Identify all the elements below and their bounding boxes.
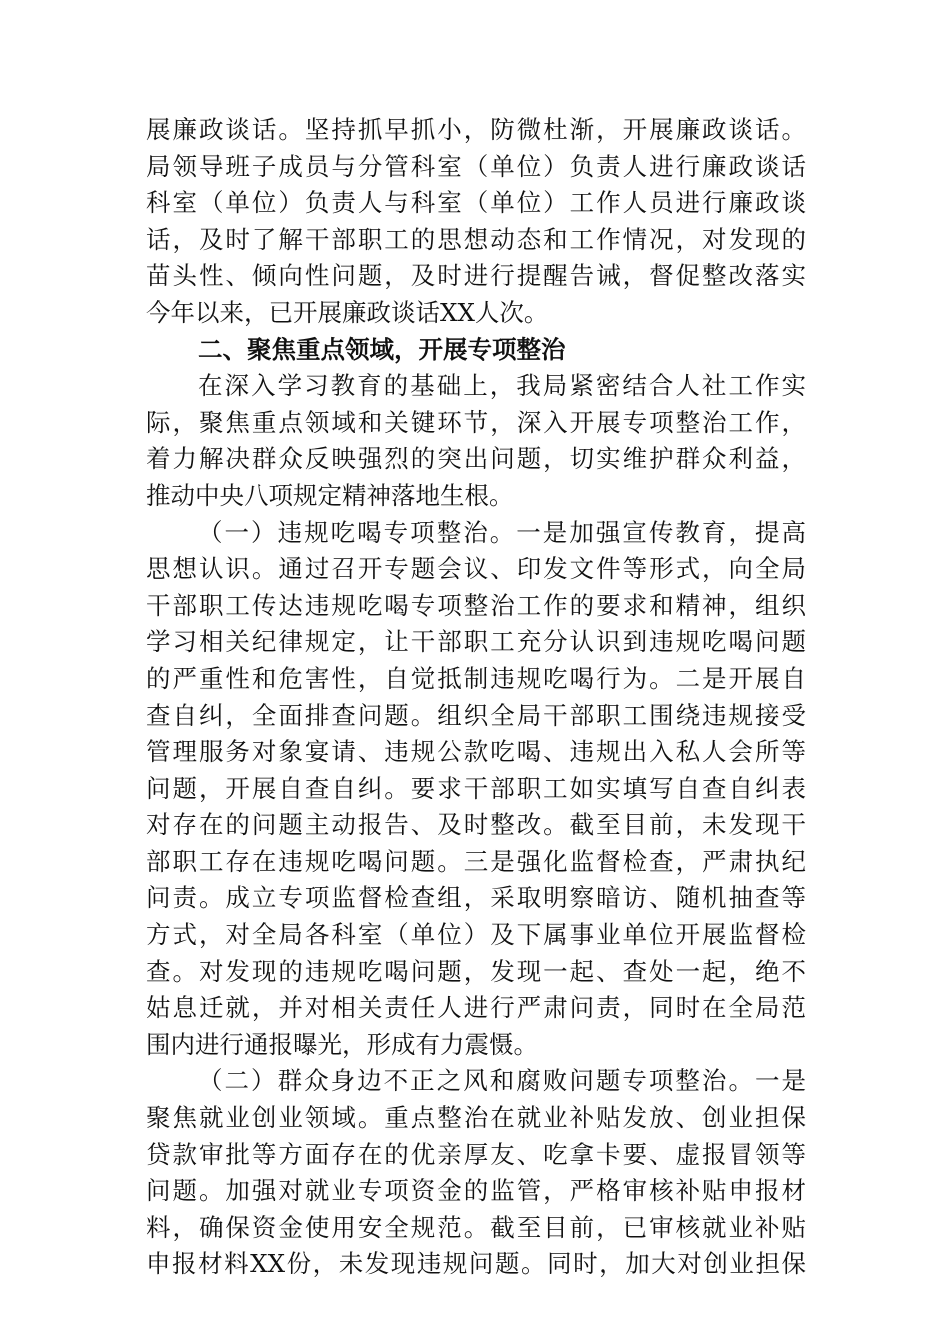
text-line: 话，及时了解干部职工的思想动态和工作情况，对发现的 <box>146 224 806 254</box>
text-line: 部职工存在违规吃喝问题。三是强化监督检查，严肃执纪 <box>146 846 806 876</box>
text-line: 方式，对全局各科室（单位）及下属事业单位开展监督检 <box>146 920 806 950</box>
text-line: 问题，开展自查自纠。要求干部职工如实填写自查自纠表 <box>146 773 806 803</box>
text-line: 学习相关纪律规定，让干部职工充分认识到违规吃喝问题 <box>146 627 806 657</box>
text-line: 管理服务对象宴请、违规公款吃喝、违规出入私人会所等 <box>146 737 806 767</box>
text-line: 申报材料XX份，未发现违规问题。同时，加大对创业担保 <box>146 1249 806 1279</box>
text-line: 科室（单位）负责人与科室（单位）工作人员进行廉政谈 <box>146 188 806 218</box>
text-line: 际，聚焦重点领域和关键环节，深入开展专项整治工作， <box>146 407 806 437</box>
section-heading: 二、聚焦重点领域，开展专项整治 <box>198 334 566 364</box>
text-line: 推动中央八项规定精神落地生根。 <box>146 480 514 510</box>
text-line: 干部职工传达违规吃喝专项整治工作的要求和精神，组织 <box>146 590 806 620</box>
text-line: 问题。加强对就业专项资金的监管，严格审核补贴申报材 <box>146 1176 806 1206</box>
text-line: 料，确保资金使用安全规范。截至目前，已审核就业补贴 <box>146 1212 806 1242</box>
text-line: 的严重性和危害性，自觉抵制违规吃喝行为。二是开展自 <box>146 663 806 693</box>
text-line: 聚焦就业创业领域。重点整治在就业补贴发放、创业担保 <box>146 1103 806 1133</box>
text-line: 在深入学习教育的基础上，我局紧密结合人社工作实 <box>198 371 806 401</box>
text-line: 查自纠，全面排查问题。组织全局干部职工围绕违规接受 <box>146 700 806 730</box>
subsection-lead-line: （一）违规吃喝专项整治。一是加强宣传教育，提高 <box>198 517 806 547</box>
text-line: 今年以来，已开展廉政谈话XX人次。 <box>146 297 549 327</box>
text-line: 查。对发现的违规吃喝问题，发现一起、查处一起，绝不 <box>146 956 806 986</box>
text-line: 思想认识。通过召开专题会议、印发文件等形式，向全局 <box>146 554 806 584</box>
text-line: 问责。成立专项监督检查组，采取明察暗访、随机抽查等 <box>146 883 806 913</box>
text-line: 着力解决群众反映强烈的突出问题，切实维护群众利益， <box>146 444 806 474</box>
text-line: 局领导班子成员与分管科室（单位）负责人进行廉政谈话 <box>146 151 806 181</box>
document-body <box>146 112 806 1283</box>
text-line: 苗头性、倾向性问题，及时进行提醒告诫，督促整改落实 <box>146 261 806 291</box>
text-line: 贷款审批等方面存在的优亲厚友、吃拿卡要、虚报冒领等 <box>146 1139 806 1169</box>
subsection-lead-line: （二）群众身边不正之风和腐败问题专项整治。一是 <box>198 1066 806 1096</box>
text-line: 围内进行通报曝光，形成有力震慑。 <box>146 1029 538 1059</box>
text-line: 展廉政谈话。坚持抓早抓小，防微杜渐，开展廉政谈话。 <box>146 115 806 144</box>
text-line: 姑息迁就，并对相关责任人进行严肃问责，同时在全局范 <box>146 993 806 1023</box>
text-line: 对存在的问题主动报告、及时整改。截至目前，未发现干 <box>146 810 806 840</box>
